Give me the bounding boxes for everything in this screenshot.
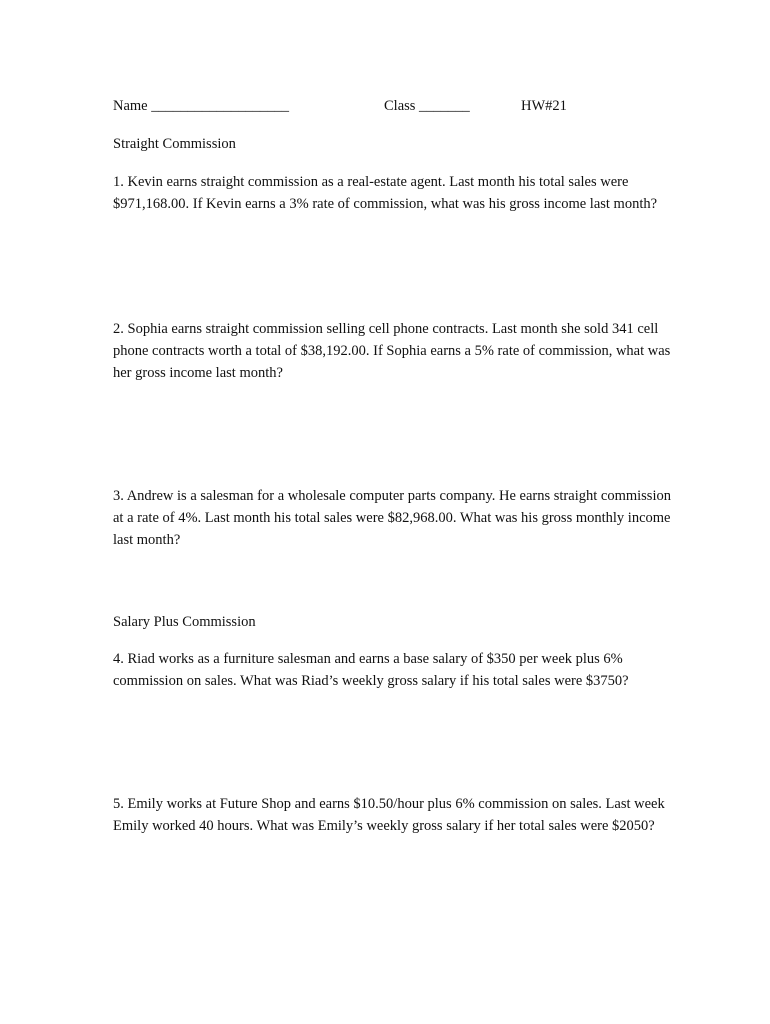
question-1: 1. Kevin earns straight commission as a real-estate agent. Last month his total sales were $971,168.00. If Kevin earns a 3% rate of commission, what was his gross income last month? — [113, 174, 658, 212]
question-5: 5. Emily works at Future Shop and earns $10.50/hour plus 6% commission on sales. Last week Emily worked 40 hours. What was Emily’s weekly gross salary if her total sales were $2050? — [113, 796, 665, 834]
name-field: Name ___________________ — [113, 98, 289, 114]
question-2: 2. Sophia earns straight commission selling cell phone contracts. Last month she sold 341 cell phone contracts worth a total of $38,192.00. If Sophia earns a 5% rate of commission, what was her gross income last month? — [113, 321, 671, 381]
section-heading-salary-plus-commission: Salary Plus Commission — [113, 614, 256, 630]
homework-number: HW#21 — [521, 98, 567, 114]
class-field: Class _______ — [384, 98, 470, 114]
section-heading-straight-commission: Straight Commission — [113, 136, 236, 152]
question-4: 4. Riad works as a furniture salesman and earns a base salary of $350 per week plus 6% commission on sales. What was Riad’s weekly gross salary if his total sales were $3750? — [113, 651, 629, 689]
question-3: 3. Andrew is a salesman for a wholesale computer parts company. He earns straight commission at a rate of 4%. Last month his total sales were $82,968.00. What was his gross monthly income last month? — [113, 488, 671, 548]
